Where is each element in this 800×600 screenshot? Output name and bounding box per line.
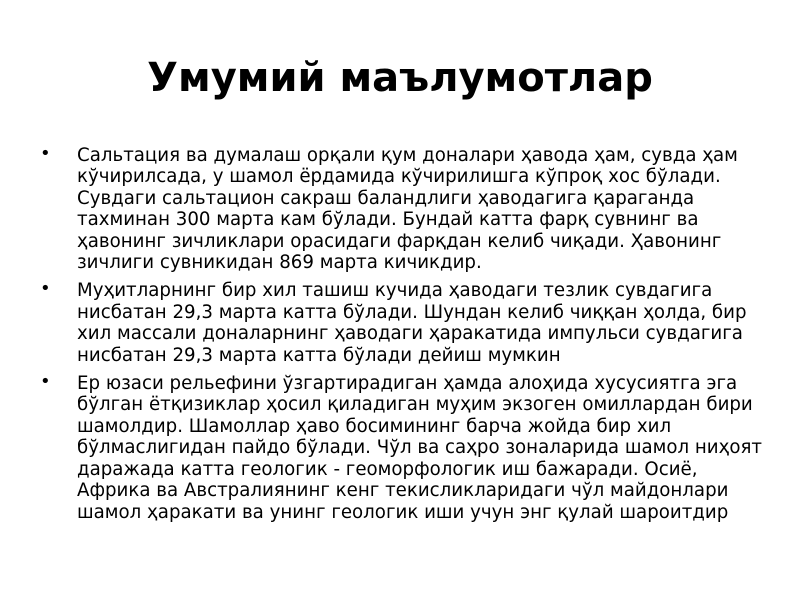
bullet-item (40, 373, 770, 523)
bullet-text: Сальтация ва думалаш орқали қум доналари ҳавода ҳам, сувда ҳам кўчирилсада, у шамол ёрдамида кўчирилишга кўпроқ хос бўлади. Сувдаги сальтацион сакраш баландлиги ҳаводагига қараганда тахминан 300 марта кам бўлади. Бундай катта фарқ сувнинг ва ҳавонинг зичликлари орасидаги фарқдан келиб чиқади. Ҳавонинг зичлиги сувникидан 869 марта кичикдир. (77, 145, 738, 274)
bullet-text: Ер юзаси рельефини ўзгартирадиган ҳамда алоҳида хусусиятга эга бўлган ётқизиклар ҳосил қиладиган муҳим экзоген омиллардан бири шамолдир. Шамоллар ҳаво босимининг барча жойда бир хил бўлмаслигидан пайдо бўлади. Чўл ва саҳро зоналарида шамол ниҳоят даражада катта геологик - геоморфологик иш бажаради. Осиё, Африка ва Австралиянинг кенг текисликларидаги чўл майдонлари шамол ҳаракати ва унинг геологик иши учун энг қулай шароитдир (77, 373, 763, 523)
bullet-point-icon: • (40, 143, 51, 164)
bullet-list (40, 145, 770, 530)
bullet-item (40, 280, 770, 366)
bullet-item (40, 145, 770, 273)
bullet-point-icon: • (40, 278, 51, 300)
bullet-point-icon: • (40, 371, 51, 393)
bullet-text: Муҳитларнинг бир хил ташиш кучида ҳаводаги тезлик сувдагига нисбатан 29,3 марта катта бўлади. Шундан келиб чиққан ҳолда, бир хил массали доналарнинг ҳаводаги ҳаракатида импульси сувдагига нисбатан 29,3 марта катта бўлади дейиш мумкин (77, 280, 747, 366)
slide-title: Умумий маълумотлар (147, 55, 653, 101)
